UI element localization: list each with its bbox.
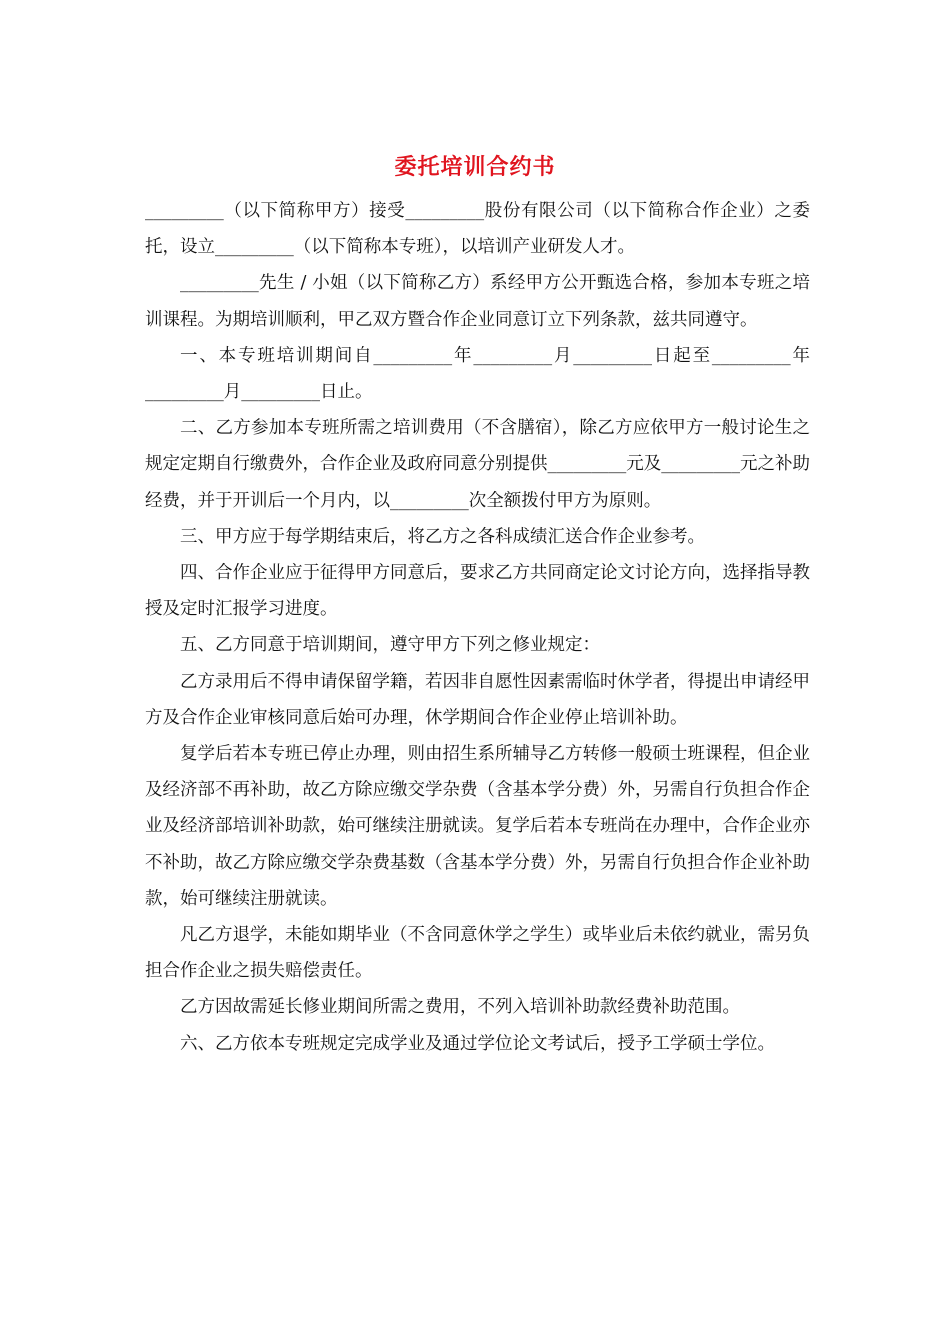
- rule-extension: 乙方因故需延长修业期间所需之费用，不列入培训补助款经费补助范围。: [180, 997, 740, 1018]
- clause-2-fees: 二、乙方参加本专班所需之培训费用（不含膳宿），除乙方应依甲方一般讨论生之规定定期自行缴费外，合作企业及政府同意分别提供_________元及_________元之补助经费，并于开训后一个月内，以_________次全额拨付甲方为原则。: [145, 418, 810, 511]
- clause-1-period: 一、本专班培训期间自_________年_________月_________日起至_________年_________月_________日止。: [145, 345, 810, 403]
- paragraph-party-b: _________先生 / 小姐（以下简称乙方）系经甲方公开甄选合格，参加本专班之培训课程。为期培训顺利，甲乙双方暨合作企业同意订立下列条款，兹共同遵守。: [145, 273, 810, 330]
- paragraph-intro: _________（以下简称甲方）接受_________股份有限公司（以下简称合作企业）之委托，设立_________（以下简称本专班），以培训产业研发人才。: [145, 201, 810, 258]
- document-title: 委托培训合约书: [394, 154, 556, 180]
- rule-leave-of-absence: 乙方录用后不得申请保留学籍，若因非自愿性因素需临时休学者，得提出申请经甲方及合作企业审核同意后始可办理，休学期间合作企业停止培训补助。: [145, 671, 810, 728]
- clause-4-thesis: 四、合作企业应于征得甲方同意后，要求乙方共同商定论文讨论方向，选择指导教授及定时汇报学习进度。: [145, 563, 810, 620]
- document-body: [145, 193, 810, 1062]
- clause-6-degree: 六、乙方依本专班规定完成学业及通过学位论文考试后，授予工学硕士学位。: [180, 1033, 775, 1054]
- rule-withdrawal: 凡乙方退学，未能如期毕业（不含同意休学之学生）或毕业后未依约就业，需另负担合作企业之损失赔偿责任。: [145, 925, 810, 982]
- rule-resume-study: 复学后若本专班已停止办理，则由招生系所辅导乙方转修一般硕士班课程，但企业及经济部不再补助，故乙方除应缴交学杂费（含基本学分费）外，另需自行负担合作企业及经济部培训补助款，始可继续注册就读。复学后若本专班尚在办理中，合作企业亦不补助，故乙方除应缴交学杂费基数（含基本学分费）外，另需自行负担合作企业补助款，始可继续注册就读。: [145, 744, 810, 909]
- clause-5-rules: 五、乙方同意于培训期间，遵守甲方下列之修业规定：: [180, 635, 600, 656]
- clause-3-grades: 三、甲方应于每学期结束后，将乙方之各科成绩汇送合作企业参考。: [180, 526, 705, 547]
